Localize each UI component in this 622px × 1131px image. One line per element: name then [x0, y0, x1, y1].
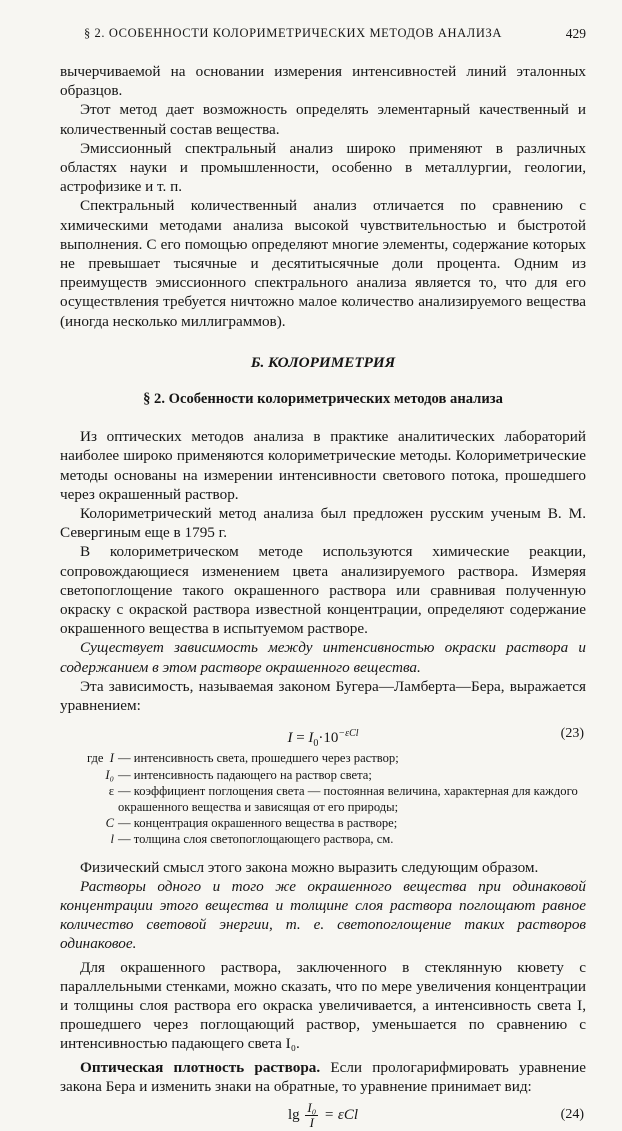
definition-text: — толщина слоя светопоглощающего раствора, см.: [118, 832, 394, 847]
emphasis-paragraph: Существует зависимость между интенсивностью окраски раствора и содержанием в этом растворе окрашенного вещества.: [60, 639, 586, 676]
equation-number: (23): [560, 726, 584, 742]
definition-text: — интенсивность света, прошедшего через раствор;: [118, 751, 399, 766]
paragraph: Эмиссионный спектральный анализ широко применяют в различных областях науки и промышленности, особенно в металлургии, геологии, астрофизике и т. п.: [60, 139, 586, 196]
equation-23: [60, 718, 586, 748]
fraction: $\frac{\text{I₀}}{I}$: [307, 1099, 317, 1130]
section-heading: § 2. Особенности колориметрических методов анализа: [143, 391, 503, 408]
paragraph: Для окрашенного раствора, заключенного в стеклянную кювету с параллельными стенками, можно сказать, что по мере увеличения концентрации и толщины слоя раствора его окраска увеличивается, а интенсивность света I, прошедшего через поглощающий раствор, уменьшается по сравнению с интенсивностью падающего света I₀.: [60, 958, 586, 1053]
paragraph: вычерчиваемой на основании измерения интенсивностей линий эталонных образцов.: [60, 63, 586, 100]
definition-symbol: l: [110, 832, 114, 847]
definition-symbol: I₀: [105, 767, 114, 782]
paragraph: В колориметрическом методе используются химические реакции, сопровождающиеся изменением цвета анализируемого раствора. Измеряя светопоглощение такого окрашенного раствора или сравнивая полученную окраску с окраской раствора известной концентрации, определяют содержание окрашенного вещества в испытуемом растворе.: [60, 543, 586, 638]
paragraph: Колориметрический метод анализа был предложен русским ученым В. М. Севергиным еще в 1795 г.: [60, 505, 586, 542]
definition-symbol: ε: [108, 783, 114, 798]
definitions-list: [60, 750, 586, 847]
definition-text: — концентрация окрашенного вещества в растворе;: [118, 816, 398, 831]
equation-expression: lg $\frac{\text{I₀}}{I}$ = εCl: [288, 1099, 358, 1130]
paragraph: [60, 1058, 586, 1096]
definition-item: [60, 831, 586, 847]
definition-item: [60, 783, 586, 815]
paragraph: Из оптических методов анализа в практике аналитических лабораторий наиболее широко применяются колориметрические методы. Колориметрические методы основаны на измерении интенсивности светового потока, прошедшего через окрашенный раствор.: [60, 428, 586, 503]
paragraph: Физический смысл этого закона можно выразить следующим образом.: [80, 858, 539, 876]
definition-item: [60, 815, 586, 831]
equation-24: [60, 1099, 586, 1131]
definition-symbol: I: [109, 751, 114, 766]
run-in-heading: Оптическая плотность раствора.: [80, 1058, 321, 1076]
paragraph: Этот метод дает возможность определять элементарный качественный и количественный состав вещества.: [60, 101, 586, 138]
equation-expression: $I = I_0\cdot 10^{-\varepsilon Cl}$: [287, 728, 359, 750]
page-body: [60, 62, 586, 1131]
definition-symbol: C: [105, 816, 114, 831]
definition-text: — интенсивность падающего на раствор света;: [118, 767, 372, 782]
emphasis-paragraph: Растворы одного и того же окрашенного вещества при одинаковой концентрации этого вещества и толщине слоя раствора поглощают равное количество световой энергии, т. е. светопоглощение таких растворов одинаковое.: [60, 877, 586, 953]
paragraph: Эта зависимость, называемая законом Бугера—Ламберта—Бера, выражается уравнением:: [60, 677, 586, 715]
part-heading: Б. КОЛОРИМЕТРИЯ: [250, 353, 396, 371]
definition-item: [60, 767, 586, 783]
equation-number: (24): [560, 1106, 584, 1122]
running-head: § 2. ОСОБЕННОСТИ КОЛОРИМЕТРИЧЕСКИХ МЕТОДОВ АНАЛИЗА: [83, 26, 502, 40]
page-number: 429: [565, 26, 586, 41]
definition-text: — коэффициент поглощения света — постоянная величина, характерная для каждого окрашенного вещества и зависящая от его природы;: [118, 783, 578, 814]
paragraph-text: Если прологарифмировать уравнение закона Бера и изменить знаки на обратные, то уравнение принимает вид:: [60, 1058, 586, 1095]
where-label: где: [86, 751, 104, 766]
page-header: [60, 26, 586, 46]
paragraph: Спектральный количественный анализ отличается по сравнению с химическими методами анализа высокой чувствительностью и быстротой выполнения. С его помощью определяют многие элементы, содержание которых не превышает тысячные и десятитысячные доли процента. Одним из преимуществ эмиссионного спектрального анализа является то, что для его осуществления требуется ничтожно малое количество анализируемого вещества (иногда несколько миллиграммов).: [60, 197, 586, 330]
